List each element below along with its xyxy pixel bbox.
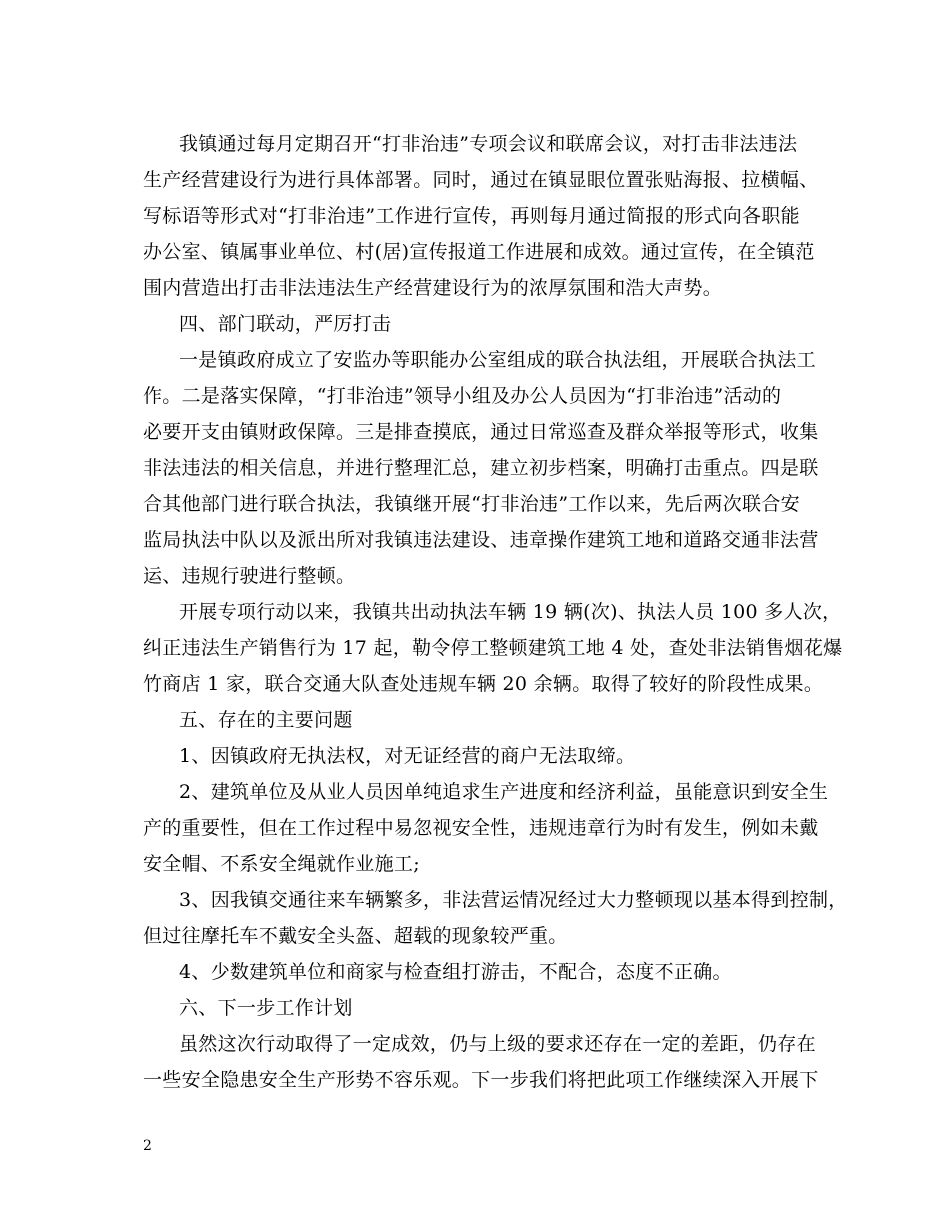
list-item: 3、因我镇交通往来车辆繁多，非法营运情况经过大力整顿现以基本得到控制， [179,889,848,911]
paragraph-line: 作。二是落实保障，“打非治违”领导小组及办公人员因为“打非治违”活动的 [143,385,782,407]
paragraph-line: 合其他部门进行联合执法，我镇继开展“打非治违”工作以来，先后两次联合安 [143,493,800,515]
paragraph-line: 写标语等形式对“打非治违”工作进行宣传，再则每月通过简报的形式向各职能 [143,205,800,227]
section-heading: 五、存在的主要问题 [179,709,353,731]
paragraph-line: 一些安全隐患安全生产形势不容乐观。下一步我们将把此项工作继续深入开展下 [143,1069,819,1091]
paragraph-line: 围内营造出打击非法违法生产经营建设行为的浓厚氛围和浩大声势。 [143,277,723,299]
page-number: 2 [143,1138,152,1154]
paragraph-line: 纠正违法生产销售行为 17 起，勒令停工整顿建筑工地 4 处，查处非法销售烟花爆 [143,637,843,659]
paragraph-line: 但过往摩托车不戴安全头盔、超载的现象较严重。 [143,925,568,947]
paragraph-line: 竹商店 1 家，联合交通大队查处违规车辆 20 余辆。取得了较好的阶段性成果。 [143,673,824,695]
paragraph-line: 非法违法的相关信息，并进行整理汇总，建立初步档案，明确打击重点。四是联 [143,457,819,479]
paragraph-line: 监局执法中队以及派出所对我镇违法建设、违章操作建筑工地和道路交通非法营 [143,529,819,551]
paragraph-line: 产的重要性，但在工作过程中易忽视安全性，违规违章行为时有发生，例如未戴 [143,817,819,839]
paragraph-line: 虽然这次行动取得了一定成效，仍与上级的要求还存在一定的差距，仍存在 [179,1033,816,1055]
paragraph-line: 办公室、镇属事业单位、村(居)宣传报道工作进展和成效。通过宣传，在全镇范 [143,241,815,263]
paragraph-line: 运、违规行驶进行整顿。 [143,565,356,587]
paragraph-line: 我镇通过每月定期召开“打非治违”专项会议和联席会议，对打击非法违法 [179,133,798,155]
section-heading: 四、部门联动，严厉打击 [179,313,392,335]
paragraph-line: 生产经营建设行为进行具体部署。同时，通过在镇显眼位置张贴海报、拉横幅、 [143,169,819,191]
paragraph-line: 开展专项行动以来，我镇共出动执法车辆 19 辆(次)、执法人员 100 多人次， [179,601,842,623]
section-heading: 六、下一步工作计划 [179,997,353,1019]
list-item: 2、建筑单位及从业人员因单纯追求生产进度和经济利益，虽能意识到安全生 [179,781,829,803]
paragraph-line: 一是镇政府成立了安监办等职能办公室组成的联合执法组，开展联合执法工 [179,349,816,371]
paragraph-line: 必要开支由镇财政保障。三是排查摸底，通过日常巡查及群众举报等形式，收集 [143,421,819,443]
paragraph-line: 安全帽、不系安全绳就作业施工; [143,853,420,875]
list-item: 4、少数建筑单位和商家与检查组打游击，不配合，态度不正确。 [179,961,732,983]
list-item: 1、因镇政府无执法权，对无证经营的商户无法取缔。 [179,745,636,767]
